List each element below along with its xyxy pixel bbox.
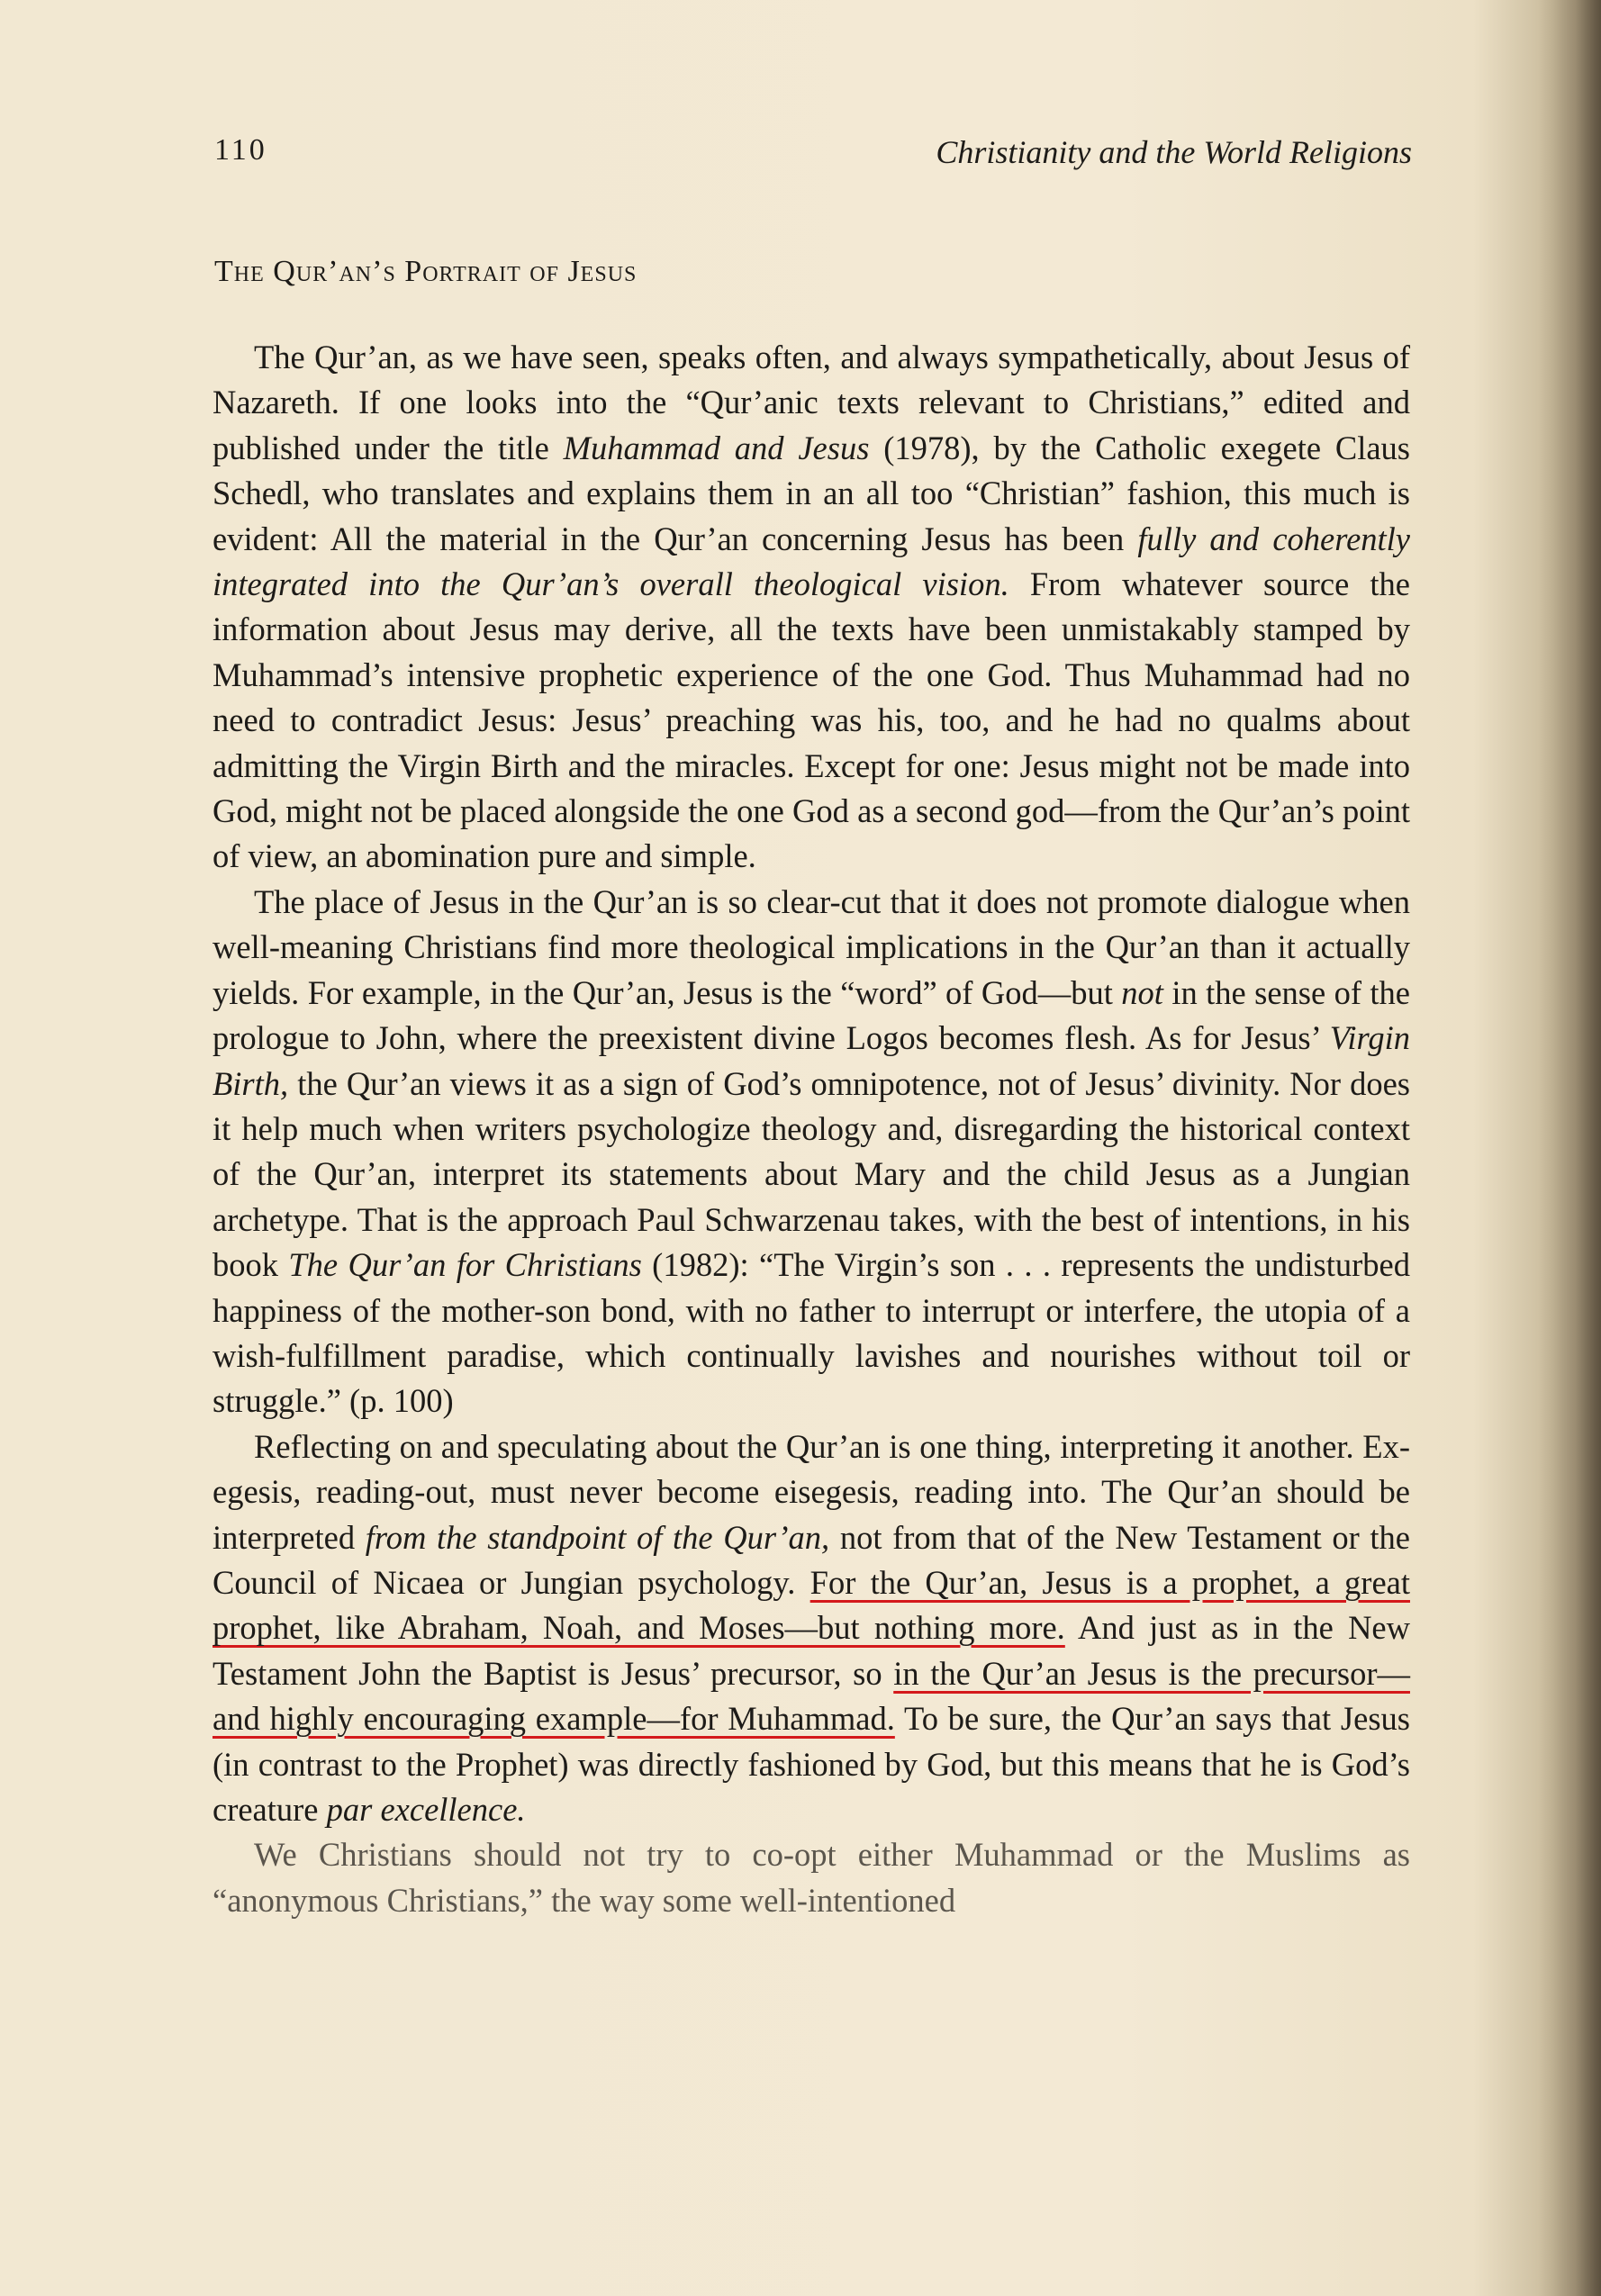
red-underlined-passage: in the Qur’an Jesus is the precursor—and highly encouraging example—for Muhammad. (213, 1654, 1410, 1738)
paragraph (213, 1832, 1410, 1923)
italic-text: from the standpoint of the Qur’an, (365, 1518, 830, 1556)
text-run: (1982): “The Virgin’s son . . . represents the undisturbed happiness of the mother-son bond, with no father to interrupt or interfere, the utopia of a wish-fulfillment paradise, which continually lavishes and nourishes without toil or struggle.” (p. 100) (213, 1246, 1411, 1420)
italic-text: not (1121, 973, 1163, 1011)
book-spine-shadow (1538, 0, 1601, 2296)
body-text (213, 335, 1410, 1923)
text-run: The place of Jesus in the Qur’an is so clear-cut that it does not promote dialogue when well-meaning Christians find more theological implications in the Qur’an than it actually yields. For example, in the Qur’an, Jesus is the “word” of God—but (213, 882, 1410, 1011)
text-run: The Qur’an, as we have seen, speaks often, and always sympathetically, about Jesus of Nazareth. If one looks into the “Qur’anic texts relevant to Christians,” edited and published under the title (213, 339, 1410, 466)
running-head (214, 133, 1412, 178)
text-run: To be sure, the Qur’an says that Jesus (in contrast to the Prophet) was directly fashioned by God, but this means that he is God’s creature (213, 1700, 1410, 1828)
red-underlined-passage: For the Qur’an, Jesus is a prophet, a great prophet, like Abraham, Noah, and Moses—but nothing more. (213, 1563, 1410, 1647)
page-number: 110 (214, 133, 267, 167)
italic-text: Muhammad and Jesus (563, 429, 870, 466)
text-run: not from that of the New Testament or the Council of Nicaea or Jungian psychology. (213, 1518, 1410, 1601)
italic-text: fully and coherently integrated into the Qur’an’s overall theological vision. (213, 520, 1410, 603)
text-run: (1978), by the Catholic exegete Claus Schedl, who translates and explains them in an all too “Christian” fashion, this much is evident: All the material in the Qur’an concerning Jesus has been (213, 429, 1410, 557)
text-run: And just as in the New Testament John the Baptist is Jesus’ precursor, so (213, 1609, 1410, 1692)
running-title: Christianity and the World Religions (936, 134, 1412, 170)
italic-text: par excellence. (326, 1791, 526, 1828)
paragraph (213, 335, 1410, 880)
text-run: We Christians should not try to co-opt either Muhammad or the Muslims as “anonymous Christians,” the way some well-intentioned (213, 1836, 1410, 1919)
italic-text: Virgin Birth, (213, 1019, 1410, 1102)
text-run: From whatever source the information about Jesus may derive, all the texts have been unmistakably stamped by Muhammad’s intensive prophetic experience of the one God. Thus Muhammad had no need to contradict Jesus: Jesus’ preaching was his, too, and he had no qualms about admitting the Virgin Birth and the miracles. Except for one: Jesus might not be made into God, might not be placed alongside the one God as a second god—from the Qur’an’s point of view, an abomination pure and simple. (213, 565, 1411, 875)
text-run: the Qur’an views it as a sign of God’s omnipotence, not of Jesus’ divinity. Nor does it help much when writers psychologize theology and, disregarding the historical context of the Qur’an, interpret its statements about Mary and the child Jesus as a Jungian archetype. That is the approach Paul Schwarzenau takes, with the best of intentions, in his book (213, 1064, 1410, 1284)
text-run: in the sense of the prologue to John, where the preexistent divine Logos becomes flesh. As for Jesus’ (213, 973, 1410, 1057)
paragraph (213, 880, 1410, 1424)
text-run: Reflecting on and speculating about the Qur’an is one thing, interpreting it another. Ex-egesis, reading-out, must never become eisegesis, reading into. The Qur’an should be interpreted (213, 1427, 1410, 1556)
italic-text: The Qur’an for Christians (288, 1246, 642, 1284)
section-heading: The Qur’an’s Portrait of Jesus (214, 255, 638, 288)
paragraph (213, 1424, 1410, 1833)
